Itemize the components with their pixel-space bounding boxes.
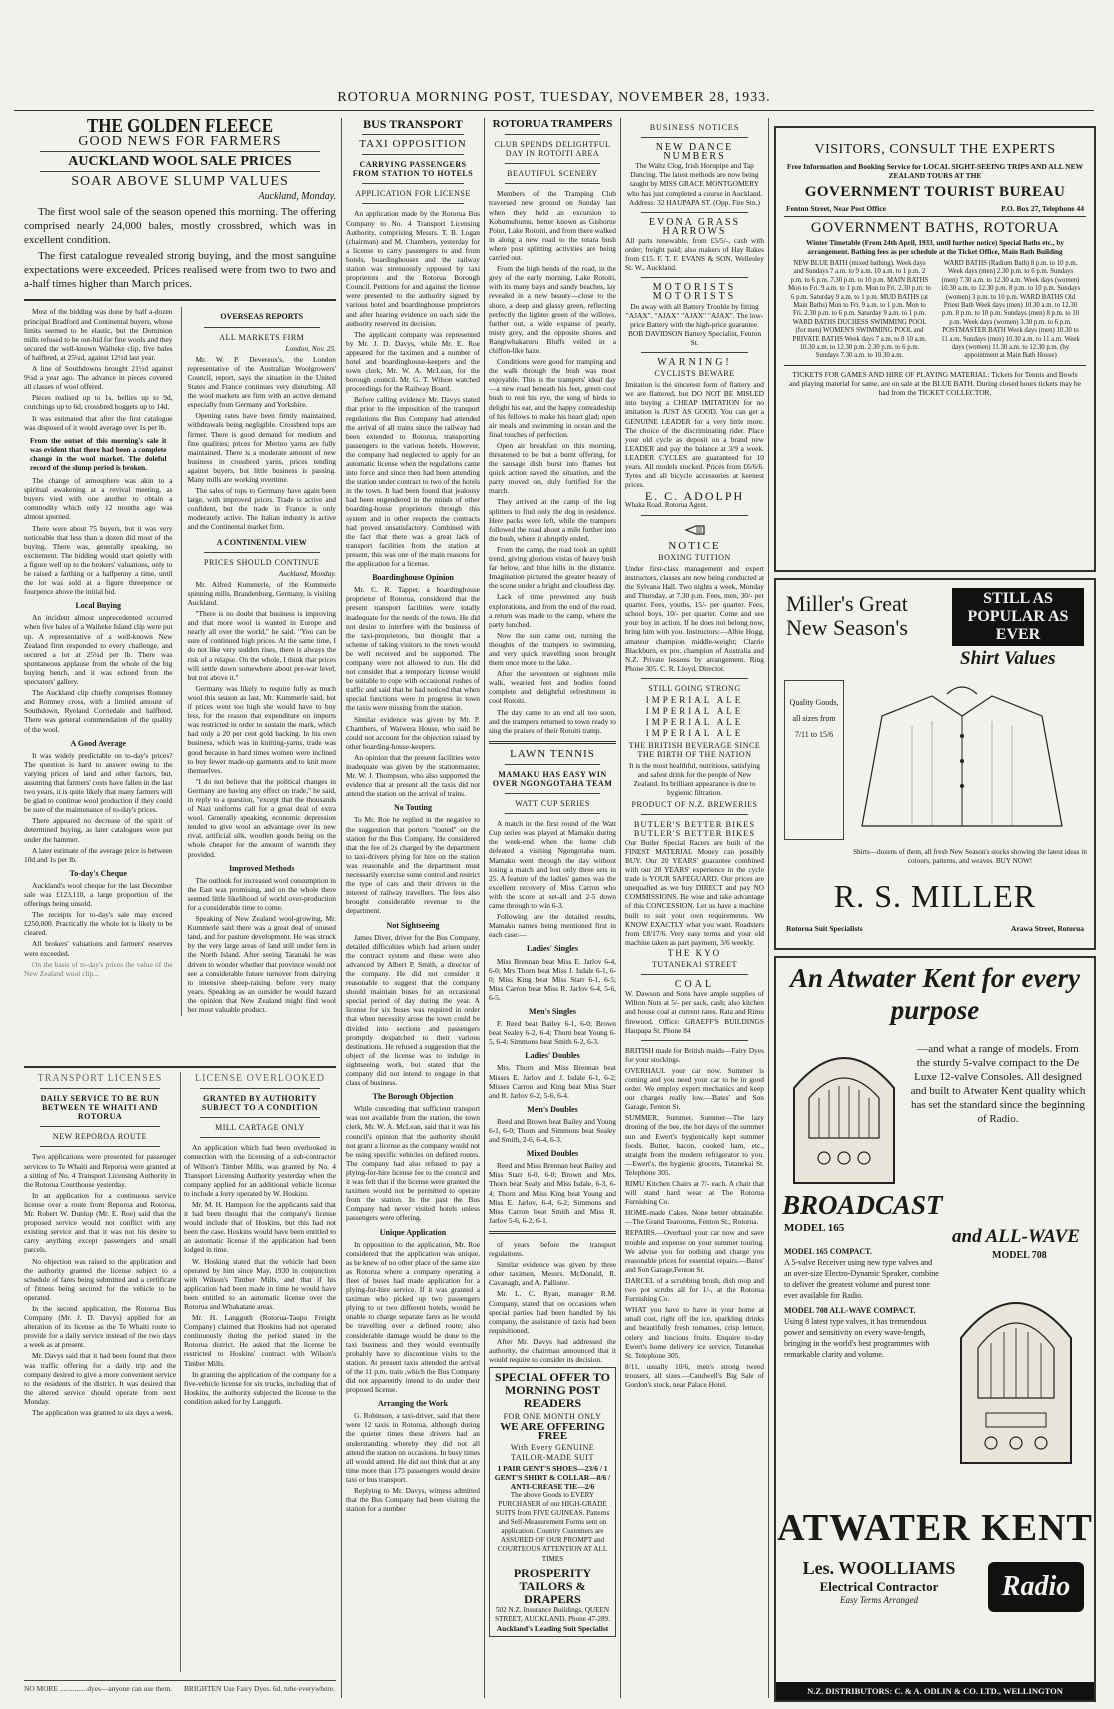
paragraph: Similar evidence was given by three other taximen, Messrs. McDonald, R. Cavanagh, and A. Pallister. <box>489 1260 616 1288</box>
dateline: Auckland, Monday. <box>258 191 336 203</box>
paragraph: An incident almost unprecedented occurred when five bales of a Waiheke Island clip were put up. A representative of a well-known New Zealand firm responded to every challenge, and secured a lot at 25¼d per lb. There was spontaneous applause from the whole of the big buying bench, and it was echoed from the spectators' gallery. <box>24 613 173 687</box>
kyo-name: THE KYO <box>667 947 722 958</box>
paragraph: An application which had been overlooked in connection with the licensing of a sub-contractor of Wilson's Timber Mills, was granted by No. 4 Transport Licensing Authority yesterday when the company applied for an additional vehicle license to include a lorry operated by W. Hoskins. <box>184 1143 336 1198</box>
paragraph: In opposition to the application, Mr. Roe considered that the application was unique, as he knew of no other place of the same size as Rotorua where a company operating a fleet of buses had made application for a plying-for-hire service. If it was granted a taximan who picked up two passengers plying to or two different hotels, would be unable to charge separate fares as he would be travelling over a defined route; also considerable damage would be done to the taxi business and they would eventually probably have to discontinue visits to the station. At present taxis attended the arrival of the 11 p.m. train ,which the Bus Company did not apparently intend to do under their proposed license. <box>346 1239 480 1395</box>
trampers-column <box>489 118 616 1698</box>
article-deck: CARRYING PASSENGERS FROM STATION TO HOTELS <box>352 160 474 179</box>
column-rule <box>484 118 485 1698</box>
allwave-label: and ALL-WAVE <box>952 1226 1080 1247</box>
golden-fleece-article <box>24 118 336 1058</box>
article-deck: BEAUTIFUL SCENERY <box>507 169 598 179</box>
paragraph: Most of the bidding was done by half a-dozen principal Bradford and Continental buyers, whose limits seemed to be elastic, but the Dominion mills refused to be out-bid for fine wools and they secured the well-known Waiheke clip, five bales of halfbred, at 25¼d, against 12½d last year. <box>24 307 173 362</box>
paragraph: Members of the Tramping Club traversed new ground on Sunday last when they held an excursion to Kohumuhumu, better known as Gisborne Point, Lake Rotoiti, and from there walked in along a new road to the totara bush where post splitting activities are being carried out. <box>489 189 616 263</box>
paragraph: Pieces realised up to 1s, bellies up to 9d, crutchings up to 6d, crossbred hoggets up to 14d. <box>24 393 173 412</box>
special-offer-ad <box>489 1367 616 1637</box>
section-heading: No Touting <box>393 803 433 813</box>
paragraph: W. Hosking stated that the vehicle had been operated by him since May, 1930 in conjunction with Wilson's Timber Mills, and that if his application had been made in time he would have been entitled to an automatic license over the Rotorua and Whakatane areas. <box>184 1256 336 1311</box>
paragraph: The change of atmosphere was akin to a spiritual awakening at a revival meeting, as buyers vied with one another to obtain a commodity which only 12 months ago was almost spurned. <box>24 476 173 522</box>
notice-title: NOTICE <box>668 539 721 552</box>
adolph-name: E. C. ADOLPH <box>644 489 745 504</box>
dealer-name: Les. WOOLLIAMS <box>802 1558 956 1578</box>
offer-address: 502 N.Z. Insurance Buildings, QUEEN STREET, AUCKLAND. Phone 47-289. <box>495 1605 610 1623</box>
divider <box>24 1680 336 1681</box>
paragraph: The applicant company was represented by Mr. J. D. Davys, while Mr. E. Roe appeared for the taximen and a number of hotel and boardinghouse-keepers and the town clerk, Mr. W. A. McLean, for the borough council. Mr. G. T. Wilson watched proceedings for the Railway Board. <box>346 329 480 394</box>
dealer-terms: Easy Terms Arranged <box>839 1595 918 1605</box>
paragraph: Miss Brennan beat Miss E. Jarlov 6-4, 6-0; Mrs Thorn beat Miss J. Isdale 6-1, 6-0; Miss King beat Miss Starr 6-1, 6-5; Miss Carron beat Miss R. Jarlov 6-4, 5-6, 6-5. <box>489 956 616 1002</box>
divider <box>24 1066 336 1068</box>
offer-text: The above Goods to EVERY PURCHASER of our HIGH-GRADE SUITS from FIVE GUINEAS. Patterns and Self-Measurement Forms sent on application. Country Customers are ASSURED OF OUR PROMPT and COURTEOUS ATTENTION AT ALL TIMES <box>495 1490 610 1563</box>
baths-timetable <box>788 260 1082 361</box>
article-deck: SOAR ABOVE SLUMP VALUES <box>71 174 289 190</box>
imperial-ale-line: IMPERIAL ALE <box>645 705 744 716</box>
article-headline: LICENSE OVERLOOKED <box>195 1073 325 1084</box>
broadcast-label: BROADCAST <box>782 1190 943 1220</box>
classified-list <box>625 1046 764 1389</box>
license-overlooked-article <box>184 1072 336 1672</box>
kyo-address: TUTANEKAI STREET <box>652 960 737 970</box>
miller-tag-right: Arawa Street, Rotorua <box>1011 924 1084 933</box>
paragraph: After Mr. Davys had addressed the authority, the chairman announced that it would require to consider its decision. <box>489 1336 616 1365</box>
section-heading: Men's Singles <box>529 1006 576 1016</box>
article-deck: GOOD NEWS FOR FARMERS <box>78 134 282 150</box>
section-heading: Boardinghouse Opinion <box>372 573 454 583</box>
paragraph: Mr. C. R. Tapper, a boardinghouse proprietor of Rotorua, considered that the present transport facilities were totally inadequate for the needs of the town. He did not desire to interfere with the business of the taxi-proprietors, but thought that a scheme of taking visitors to the town would be well received and be supported. The company were not allowed to run. He did not consider that a temporary license would be suitable to cope with occasional rushes of traffic and said that he had noticed that when special functions were in progress in town the taxis were missing from the station. <box>346 585 480 713</box>
bikes-line: BUTLER'S BETTER BIKES <box>633 818 756 829</box>
model-165-text: A 5-valve Receiver using new type valves and an over-size Electro-Dynamic Speaker, combine to deliver the greatest volume and purest tone ever available for Radio. <box>784 1258 939 1300</box>
classified-item: DARCEL of a scrubbing brush, dish mop and two pot scrubs all for 1/-, at the Rotorua Furnishing Co. <box>625 1275 764 1304</box>
overseas-reports: OVERSEAS REPORTS ALL MARKETS FIRM London, Nov. 25. Mr. W. P. Devereux's, the London representative of the Australian Woolgrowers' Council, report, says the situation in the United States and France continues very disturbing. All the wool markets are firm with an active demand especially from Germany and Yorkshire. Opening rates have been firmly maintained, withdrawals being negligible. Crossbred tops are firmer. There is good demand for medium and fine qualities; prices for Merino yarns are fully maintained. There is a moderate amount of new business in crossbred yarns, prices tending against buyers, but little business is passing. Many mills are working overtime. The sales of tops to Germany have again been large, with improved prices. Trade is active and confident, but the trade in France is only moderately active. The Italian industry is active and the Continental market firm. A CONTINENTAL VIEW PRICES SHOULD CONTINUE Auckland, Monday. Mr. Alfred Kummerle, of the Kummerle spinning mills, Brandenburg, Germany, is visiting Auckland. "There is no doubt that business is improving and that more wool is wanted in Europe and nearly all over the world," he said. "You can be sure of continued high prices. At the same time, I do not like very sudden rises, there is always the risk of a relapse. On the whole, I think that prices will settle down somewhere about pre-war level, but not above it." Germany was likely to require fully as much wool this season as last, Mr. Kummerle said, but if prices went too high she would have to buy less, for the reason that expenditure on imports was restricted in order to sustain the mark, which had only a 20 per cent gold backing. In his own business, which was in knitting-yarns, trade was good because in hard times women were inclined to buy fewer made-up garments and to knit more themselves. "I do not believe that the political changes in Germany are having any effect on trade," he said, in reply to a question, "except that the thousands of Nazi uniforms call for a great deal of extra wool. Generally speaking, economic depression tended to give wool an advantage over its new rival, artificial silk, woollen goods being on the whole cheaper for the amount of warmth they provided. Improved Methods The outlook for increased wool consumption in the East was promising, and on the whole there seemed little likelihood of world over-production for a considerable time to come. Speaking of New Zealand wool-growing, Mr. Kummerle said there was a great deal of unused land, and for pasture development. He was struck by the very large areas of land still under fern in the North Island. After seeing Taranaki he was driven to wonder whether that province would not see a considerable future turnover from dairying to intensive sheep-raising before very many years. Speaking as an outsider he would hazard the opinion that New Zealand might find wool her most valuable product. <box>181 307 337 1016</box>
paragraph: Mr. H. Langguth (Rotorua-Taupo Freight Company) claimed that Hoskins had not operated continuously during the period stated in the Rotorua district. He asked that the license be restricted to Hoskins' contract with Wilson's Timber Mills. <box>184 1313 336 1368</box>
bureau-address-right: P.O. Box 27, Telephone 44 <box>1001 204 1084 213</box>
motorists-title: MOTORISTS MOTORISTS <box>652 282 737 303</box>
paragraph: From the camp, the road took an uphill trend, giving glorious vistas of heavy bush far below, and blue hills in the distance. Imagination pictured the greater beauty of the scene under a bright and cloudless day. <box>489 544 616 591</box>
paragraph: Before calling evidence Mr. Davys stated that prior to the imposition of the transport regulations the Bus Company had attended the arrival of all trains since the railway had been extended to Rotorua, transporting passengers to the various hotels. However, the company had neglected to apply for an automatic license when the regulations came into force and since then had been attending the station under contract to two of the hotels in the town. It had been found that jealousy had been engendered in the minds of other boarding-house proprietors through this system and in other respects the contracts had proved unsatisfactory. Combined with the fact that there was a great lack of transport facilities from the station at present, this was one of the main reasons for the application for a license. <box>346 395 480 569</box>
miller-brand: R. S. MILLER <box>833 878 1037 914</box>
article-deck: NEW REPOROA ROUTE <box>52 1132 148 1142</box>
masthead: ROTORUA MORNING POST, TUESDAY, NOVEMBER 28, 1933. <box>337 90 771 105</box>
bikes-heading <box>625 820 764 838</box>
notice-block <box>625 521 764 550</box>
paragraph: An application made by the Rotorua Bus Company to No. 4 Transport Licensing Authority, comprising Messrs. T. B. Logan (chairman) and M. Chambers, yesterday for a license to carry passengers to and from hotels, boardinghouses and the railway station was strenuously opposed by taxi proprietors and the Rotorua Borough Council. Petitions for and against the license were presented to the authority signed by various hotel and boardinghouse proprietors and after hearing evidence on each side the authority reserved its decision. <box>346 209 480 328</box>
paragraph: In the second application, the Rotorua Bus Company (Mr. J. D. Davys) applied for an alteration of its license as the Te Whaiti route to provide for a daily service instead of the two days a week as at present. <box>24 1303 176 1350</box>
article-headline: BUS TRANSPORT <box>363 118 463 131</box>
visitors-heading: VISITORS, CONSULT THE EXPERTS <box>814 142 1056 157</box>
article-headline: TRANSPORT LICENSES <box>37 1073 163 1084</box>
classified-item: SUMMER, Summer, Summer—The lazy droning of the bee, the hot days of the summer sun and Ewert's hygienically kept summer foods. Butter, bacon, cooked ham, etc., straight from the modern refrigerator to you. —Ewert's, the hygienic grocers, Tutanekai St. Telephone 305. <box>625 1113 764 1177</box>
footer-mid: BRIGHTEN Use Fairy Dyes. 6d. tube everywhere. <box>184 1684 335 1693</box>
section-heading: A Good Average <box>70 738 126 748</box>
paragraph: There were about 75 buyers, but it was very noticeable that less than a dozen did most of the buying. There was, generally speaking, no excitement. The bidding would start quietly with a figure well up to the brokers' valuations, only to be raised a farthing or a halfpenny a time, until the lot was sold at a figure threepence or fourpence above the initial bid. <box>24 523 173 597</box>
warning-sub: CYCLISTS BEWARE <box>654 369 735 379</box>
paragraph: Conditions were good for tramping and the walk through the bush was most enjoyable. This is the trampers' ideal day—a new road beneath his feet, green cool bush to rest his eye, the song of birds to delight his ear, and the happy comradeship of his fellows to make his heart glad; open air meals and swimming in ocean and the final touches of perfection. <box>489 357 616 439</box>
adolph-address: Whaka Road. Rotorua Agent. <box>625 501 708 510</box>
paragraph: An opinion that the present facilities were inadequate was given by the stationmaster, Mr. W. J. Thompson, who also supported the evidence that at present all the taxis did not attend the station on the arrival of trains. <box>346 752 480 799</box>
article-deck: AUCKLAND WOOL SALE PRICES <box>68 154 292 170</box>
paragraph: Open air breakfast on this morning, threatened to be but a burnt offering, for the sausage dish burst into flames but quick action saved the situation, and the party moved on, duly fortified for the march. <box>489 440 616 496</box>
paragraph: Two applications were presented for passenger services to Te Whaiti and Reporoa were granted at a sitting of No. 4 Transport Licensing Authority in the Rotorua Courthouse yesterday. <box>24 1152 176 1189</box>
article-deck: MAMAKU HAS EASY WIN OVER NGONGOTAHA TEAM <box>492 769 613 788</box>
pullquote: From the outset of this morning's sale it was evident that there had been a complete change in the wool market. The doleful record of the slump period is broken. <box>30 435 167 472</box>
paragraph: Replying to Mr. Davys, witness admitted that the Bus Company had been visiting the station for a number <box>346 1486 480 1514</box>
paragraph: The day came to an end all too soon, and the trampers returned to town ready to sing the praises of their Rotoiti tramp. <box>489 707 616 735</box>
offer-firm: PROSPERITY TAILORS & DRAPERS <box>513 1565 592 1606</box>
paragraph: G. Robinson, a taxi-driver, said that there were 12 taxis in Rotorua, although during the quieter times these drivers had an understanding whereby they did not all attend the station on occasions. In busy times all would attend. He did not think that at any time more than 175 passengers would desire taxi or bus transport. <box>346 1411 480 1484</box>
paragraph: Auckland's wool cheque for the last December sale was £123,118, a large proportion of the offerings being unsold. <box>24 880 173 909</box>
article-deck: DAILY SERVICE TO BE RUN BETWEEN TE WHAITI AND ROTORUA <box>40 1094 160 1122</box>
paragraph: In an application for a continuous service license over a route from Reporoa and Rotorua, Mr. Robert W. Dunlop (Mr. E. Roe) said that the proposed service would not conflict with any existing service and that it was not his desire to carry anything except passengers and small parcels. <box>24 1190 176 1255</box>
coal-title: COAL <box>674 979 715 991</box>
paragraph: All brokers' valuations and farmers' reserves were exceeded. <box>24 939 173 958</box>
article-deck: MILL CARTAGE ONLY <box>215 1123 305 1133</box>
classified-item: WHAT you have to have in your home at small cost, right off the ice, sparkling drinks and beautifully fresh tomatoes, crisp lettuce, celery and luscious fruits. Enquire to-day Ewert's home delivery ice service, Tutanekai St. Telephone 305. <box>625 1305 764 1360</box>
paragraph: There appeared no decrease of the spirit of determined buying, as later catalogues were put under the hammer. <box>24 816 173 844</box>
model-708-text: Using 8 latest type valves, it has tremendous power and sensitivity on every wave-length, bringing in the world's best programmes with remarkable clarity and volume. <box>784 1317 930 1359</box>
paragraph: Mr. Davys said that it had been found that there was traffic offering for a daily trip and the company desired to give a more convenient service to the residents of the district. It was desired that the altered service should operate from next Monday. <box>24 1351 176 1406</box>
column-rule <box>341 118 342 1698</box>
offer-items: 1 PAIR GENT'S SHOES—23/6 / 1 GENT'S SHIRT & COLLAR—8/6 / ANTI-CREASE TIE—2/6 <box>494 1463 611 1491</box>
paragraph: No objection was raised to the application and the authority granted the license subject to a schedule of fares being submitted and a certificate of fitness being secured for the vehicle to be operated. <box>24 1256 176 1302</box>
beverage-body: It is the most healthful, nutritious, satisfying and safest drink for the people of New Zealand. Its brilliant appearance is due to hygienic filtration. <box>629 761 760 798</box>
paragraph: While conceding that sufficient transport was not available from the station, the town clerk, Mr. W. A. McLean, said that it was his council's opinion that the authority should not grant a license as the company would not be using specific vehicles on defined routes. The company had also refused to pay a plying-for-hire license fee to the council and it was felt that if the license were granted the taximen would not be permitted to operate from the station. In the past the Bus Company had never visited hotels unless passengers were offering. <box>346 1104 480 1223</box>
miller-shirt-values: Shirt Values <box>960 648 1056 669</box>
imperial-ale-line: IMPERIAL ALE <box>645 727 744 738</box>
section-heading: Arranging the Work <box>377 1399 449 1409</box>
paragraph: Mrs. Thorn and Miss Brennan beat Misses E. Jarlov and J. Isdale 6-1, 6-2; Misses Carron and King beat Miss Starr and R. Jarlov 6-2, 5-6, 6-4. <box>489 1063 616 1100</box>
article-deck: GRANTED BY AUTHORITY SUBJECT TO A CONDITION <box>201 1094 319 1113</box>
paragraph: The receipts for to-day's sale may exceed £250,000. Practically the whole lot is likely to be cleared. <box>24 910 173 938</box>
miller-shirts-ad <box>774 578 1096 950</box>
baths-heading: GOVERNMENT BATHS, ROTORUA <box>810 220 1060 236</box>
baths-sub: Winter Timetable (From 24th April, 1933, until further notice) Special Baths etc., by arrangement. Bathing fees as per schedule at the Ticket Office, Main Bath Building <box>806 239 1064 256</box>
article-deck: WATT CUP SERIES <box>515 799 590 809</box>
offer-title: SPECIAL OFFER TO MORNING POST READERS <box>495 1370 610 1411</box>
article-body-left <box>24 307 173 1016</box>
paragraph: F. Reed beat Bailey 6-1, 6-0; Brown beat Sealey 6-2, 6-4; Thorn beat Young 6-5, 6-4; Simmons beat Smith 6-2, 6-3. <box>489 1019 616 1047</box>
column-rule <box>620 118 621 1698</box>
model-165-head: MODEL 165 COMPACT. <box>784 1247 872 1256</box>
broadcast-model: MODEL 165 <box>784 1222 845 1234</box>
miller-heading: Miller's Great New Season's <box>786 591 908 640</box>
model-descriptions <box>784 1246 940 1360</box>
section-heading: Ladies' Singles <box>527 944 578 954</box>
shirt-illustration <box>852 676 1088 846</box>
paragraph: of years before the transport regulations. <box>489 1239 616 1259</box>
paragraph: It was estimated that after the first catalogue was disposed of it would average over 1s per lb. <box>24 413 173 432</box>
bureau-address <box>786 204 1084 213</box>
section-heading: Not Sightseeing <box>386 920 440 930</box>
transport-licenses-article <box>24 1072 176 1672</box>
imperial-ale-line: IMPERIAL ALE <box>645 694 744 705</box>
tickets-notice: TICKETS FOR GAMES AND HIRE OF PLAYING MATERIAL: Tickets for Tennis and Bowls and playing material for same, are on sale at the BLUE BATH. During closed hours tickets may be had from the TICKET COLLECTOR. <box>788 369 1082 397</box>
paragraph: A later estimate of the average price is between 10d and 1s per lb. <box>24 845 173 864</box>
paragraph: From the high bends of the road, in the grey of the early morning, Lake Rotoiti, with its many bays and sandy beaches, lay revealed in a new beauty—close to the shore, a deep and glassy green, reflecting perfectly the lighter green of the willows, further out, a wide expanse of pearly, misty grey, and the opposite shores and Rangiwhakaruru Bluffs veiled in a chiffon-like haze. <box>489 264 616 355</box>
section-heading: Unique Application <box>379 1227 447 1237</box>
paragraph: Mr. M. H. Hampson for the applicants said that it had been thought that the company's license would include that of Hoskins, but this had not been the case. Hoskins would have been entitled to an automatic license if the application had been lodged in time. <box>184 1199 336 1255</box>
paragraph: Reed and Miss Brennan beat Bailey and Miss Starr 6-0, 6-0; Brown and Mrs. Thorn beat Sealy and Miss Isdale, 6-3, 6-4; Thorn and Miss King beat Young and Miss E. Jarlov, 6-4, 6-2; Simmons and Miss Carron beat Smith and Miss R. Jarlov 5-6, 6-2, 6-1. <box>489 1161 616 1225</box>
harrows-title: EVONA GRASS HARROWS <box>648 216 741 237</box>
business-notices-column <box>625 118 764 1698</box>
radio-badge: Radio <box>988 1562 1084 1612</box>
classified-item: 8/11, usually 10/6, men's strong tweed trousers, all sizes.—Candwell's Big Sale of Gordon's stock, near Palace Hotel. <box>625 1361 764 1389</box>
column-rule <box>180 1072 181 1672</box>
imperial-head: STILL GOING STRONG <box>648 683 741 693</box>
bus-transport-article <box>346 118 480 1698</box>
divider <box>24 299 336 301</box>
paragraph: A match in the first round of the Watt Cup series was played at Mamaku during the week-end when the home club defeated a visiting Ngongotaha team. Mamaku went through the day without losing a match and lost only three sets in 25. A feature of the ladies' games was the excellent recovery of Miss Carron who with the score at set-all and 2-5 down came through to win 6-3. <box>489 819 616 911</box>
dance-title: NEW DANCE NUMBERS <box>655 142 734 163</box>
offer-free: WE ARE OFFERING FREE <box>500 1421 605 1443</box>
atwater-kent-brand: ATWATER KENT <box>777 1507 1093 1549</box>
bikes-line: BUTLER'S BETTER BIKES <box>633 827 756 838</box>
miller-tag-left: Rotorua Suit Specialists <box>786 924 863 933</box>
article-headline: LAWN TENNIS <box>510 747 595 760</box>
article-lede <box>24 205 336 291</box>
atwater-description: —and what a range of models. From the sturdy 5-valve compact to the De Luxe 12-valve Consoles. All designed and built to Atwater Kent quality which has set the standard since the beginning of Radio. <box>910 1043 1086 1125</box>
paragraph: In granting the application of the company for a five-vehicle license for six trucks, including that of Hoskins, the authority subjected the license to the condition asked for by Langguth. <box>184 1369 336 1406</box>
bureau-name: GOVERNMENT TOURIST BUREAU <box>804 184 1066 200</box>
beverage-brewery: PRODUCT OF N.Z. BREWERIES <box>631 799 758 809</box>
warning-title: WARNING! <box>657 356 732 368</box>
paragraph: Similar evidence was given by Mr. P. Chambers, of Waiwera House, who said he could not account for the objection raised by other boarding-house-keepers. <box>346 714 480 751</box>
coal-body: W. Dawson and Sons have ample supplies of Wilton Nuts at 5/- per sack, cash; also kitchen and house coal at current rates. Rata and Rimu firewood. Office: GRAEFF'S BUILDINGS Haupapa St. Phone 84 <box>625 989 764 1035</box>
section-heading: Ladies' Doubles <box>525 1051 580 1061</box>
harrows-body: All parts renewable, from £5/5/-, cash with order; freight paid; also makers of Hay Rakes from £15. F. T. F. EVANS & SON, Wellesley St. W., Auckland. <box>625 235 764 273</box>
baths-timetable-right: WARD BATHS (Radium Bath) 8 p.m. to 10 p.m. Week days (men) 2.30 p.m. to 6 p.m. Sundays (men) 7.30 a.m. to 12.30 a.m. Week days (women) 10.30 a.m. to 12.30 p.m. 8 p.m. to 10 p.m. Sundays (women) 3 p.m. to 10 p.m. WARD BATHS Old Priest Bath Week days (men) 10.30 a.m. to 12.30 p.m. 8 p.m. to 10 p.m. Sundays (men) 8 p.m. to 10 p.m. Week days (women) 3.30 p.m. to 6 p.m. POSTMASTER BATH Week days (men) 10.30 to 11 a.m. Sundays (men) 10.30 a.m. to 11 a.m. Week days (women) 11.30 a.m. to 12.30 p.m. (by appointment at Main Bath House) <box>940 260 1081 360</box>
offer-sub: FOR ONE MONTH ONLY <box>503 1412 602 1422</box>
lede-paragraph: The first catalogue revealed strong buying, and the most sanguine expectations were exceeded. Prices realised were from two to two and a-half times higher than March prices. <box>24 250 336 291</box>
divider <box>40 151 320 152</box>
section-heading: BUSINESS NOTICES <box>649 123 740 132</box>
offer-tag: Auckland's Leading Suit Specialist <box>496 1623 609 1633</box>
atwater-kent-ad <box>774 956 1096 1702</box>
section-heading: The Borough Objection <box>372 1092 454 1102</box>
classified-item: OVERHAUL your car now. Summer is coming and you need your car to be in good order. We employ expert mechanics and keep our charges really low.—Bates' and Son Garage, Fenton St. <box>625 1065 764 1112</box>
masthead-rule <box>14 110 1094 111</box>
paragraph: Reed and Brown beat Bailey and Young 6-1, 6-0; Thorn and Simmons beat Sealey and Smith, 2-6, 6-4, 6-3. <box>489 1116 616 1145</box>
dealer-sub: Electrical Contractor <box>819 1579 939 1594</box>
miller-side-box: Quality Goods, all sizes from 7/11 to 15/6 <box>784 680 844 840</box>
atwater-title: An Atwater Kent for every purpose <box>790 963 1080 1025</box>
allwave-radio-illustration <box>946 1268 1086 1468</box>
paragraph: The Auckland clip chiefly comprises Romney and Romney cross, with a limited amount of Southdown, Ryeland Corriedale and halfbred. There was general commendation of the quality of the wool. <box>24 688 173 734</box>
model-708-head: MODEL 708 ALL-WAVE COMPACT. <box>784 1306 916 1315</box>
imperial-ale-list <box>625 695 764 739</box>
paragraph: Following are the detailed results, Mamaku names being mentioned first in each case:— <box>489 912 616 940</box>
pointing-hand-icon <box>684 521 706 539</box>
section-heading: Mixed Doubles <box>526 1149 579 1159</box>
article-deck: APPLICATION FOR LICENSE <box>355 189 471 199</box>
dealer-block <box>784 1558 974 1605</box>
article-deck: TAXI OPPOSITION <box>359 138 467 151</box>
motorists-body: Do away with all Battery Trouble by fitting "AJAX". "AJAX" "AJAX" "AJAX". The low-price Battery with the high-price guarantee. BOB DAVIDSON Battery Specialist, Fenton St. <box>625 301 764 347</box>
article-headline: THE GOLDEN FLEECE <box>86 118 274 137</box>
boxing-title: BOXING TUITION <box>658 552 731 562</box>
classified-item: HOME-made Cakes. None better obtainable.—The Grand Tearooms, Fenton St., Rotorua. <box>625 1208 764 1227</box>
miller-caption: Shirts—dozens of them, all fresh New Season's stocks showing the latest ideas in colours, patterns, and weaves. BUY NOW! <box>853 848 1087 865</box>
classified-item: BRITISH made for British maids—Fairy Dyes for your stockings. <box>625 1045 764 1064</box>
classified-item: RIMU Kitchen Chairs at 7/- each. A chair that will stand hard wear at The Rotorua Furnishing Co. <box>625 1179 764 1207</box>
allwave-model: MODEL 708 <box>992 1250 1047 1261</box>
paragraph: On the basis of to-day's prices the value of the New Zealand wool clip... <box>24 959 173 978</box>
section-heading: Local Buying <box>75 601 122 611</box>
bureau-address-left: Fenton Street, Near Post Office <box>786 204 886 213</box>
bikes-body: Our Butler Special Racers are built of the FINEST MATERIAL Money can possibly BUY. Our 20 YEARS' guarantee combined with our 20 YEARS' experience in the cycle trade is YOUR SAFEGUARD. Our prices are unequalled as we buy DIRECT and pay NO COMMISSIONS. Be wise and take advantage of this CONCESSION. Let us have a machine built to suit your own requirements. We KNOW EXACTLY what you want. Roadsters from £8/17/6. Very easy terms and your old machine taken as part payment, 3/6 weekly. <box>625 837 764 947</box>
section-heading: To-day's Cheque <box>69 868 127 878</box>
warning-body: Imitation is the sincerest form of flattery and we are flattered, but DO NOT BE MISLED into buying a CHEAP IMITATION for no imitation is JUST AS GOOD. You can get a GENUINE LEADER for a very little more. The choice of the discriminating rider. Place your old cycle as deposit on a brand new LEADER and pay the balance at 3/9 a week. LEADER CYCLES are guaranteed for 10 years. All models stocked. Prices from £6/6/6. Tyres and all bicycle accessories at keenest prices. <box>625 380 764 490</box>
divider <box>40 171 320 172</box>
distributors-bar: N.Z. DISTRIBUTORS: C. & A. ODLIN & CO. LTD., WELLINGTON <box>776 1682 1094 1700</box>
offer-with: With Every GENUINE TAILOR-MADE SUIT <box>510 1443 595 1462</box>
baths-timetable-left: NEW BLUE BATH (mixed bathing). Week days and Sundays 7 a.m. to 9 a.m. 10 a.m. to 1 p.m. 2 p.m. to 6 p.m. 7.30 p.m. to 10 p.m. MAIN BATHS Mon to Fri. 9 a.m. to 1 p.m. Mon to Fri. 2.30 p.m. to 6 p.m. Saturday 9 a.m. to 1 p.m. MUD BATHS (at Main Baths) Mon to Fri. 9 a.m. to 1 p.m. Mon to Fri. 2.30 p.m. to 6 p.m. Saturday 9 a.m. to 1 p.m. WARD BATHS DUCHESS SWIMMING POOL (for men) WOMEN'S SWIMMING POOL and PRIVATE BATHS Week days 7 a.m. to 8 10 a.m. 10.30 a.m. to 12.30 p.m. 2.30 p.m. to 6 p.m. Sundays 7.30 a.m. to 10.30 a.m. <box>788 260 931 360</box>
paragraph: Now the sun came out, turning the thoughts of the trampers to swimming, and very quick travelling soon brought them once more to the lake. <box>489 630 616 668</box>
paragraph: Mr. L. C. Ryan, manager R.M. Company, stated that on occasions when special parties had been handled by his company, the assistance of taxis had been requisitioned. <box>489 1289 616 1335</box>
footer-left: NO MORE ...............dyes—anyone can use them. <box>24 1684 172 1693</box>
beverage-tagline: THE BRITISH BEVERAGE SINCE THE BIRTH OF THE NATION <box>628 740 761 760</box>
article-headline: ROTORUA TRAMPERS <box>492 118 613 130</box>
article-deck: CLUB SPENDS DELIGHTFUL DAY IN ROTOITI AREA <box>494 140 611 159</box>
section-heading: Men's Doubles <box>527 1104 578 1114</box>
dance-body: The Waltz Clog, Irish Hornpipe and Tap Dancing. The latest methods are now being taught by MISS GRACE MONTGOMERY who has just completed a course in Auckland. Address: 32 HAUPAPA ST. (Opp. Fire Stn.) <box>626 161 763 207</box>
column-rule <box>768 118 769 1698</box>
tourist-bureau-ad <box>774 126 1096 572</box>
paragraph: After the seventeen or eighteen mile walk, wearied feet and bodies found complete and delightful refreshment in cool Rotoiti. <box>489 669 616 706</box>
radio-cabinet-illustration <box>784 1038 904 1188</box>
classified-item: REPAIRS.—Overhaul your car now and save trouble and expense on your summer touring. We advise you for nothing and charge you reasonable prices for essential repairs.—Bates' and Son Garage,Fenton St. <box>625 1228 764 1274</box>
paragraph: James Diver, driver for the Bus Company, detailed difficulties which had arisen under the contract system and these were also advanced by Albert P. Smith, a director of the company. He did not consider it reasonable to suggest that the company should maintain buses for an occasional special period of day during the year. A license for six buses was required in order that when necessity arose the town could be divided into sections and passengers promptly despatched to their various destinations. He refused a suggestion that the object of the license was to indulge in sightseeing work, but stated that the company did not intend to engage in that class of business. <box>346 932 480 1088</box>
paragraph: To Mr. Roe he replied in the negative to the suggestion that porters "touted" on the station for the Bus Company. He considered that the fee of 2s charged by the department to taxi-drivers plying for hire on the station was reasonable and the department must necessarily exercise some control and restrict the type of cars and their drivers in the interest of railway travellers. The fees also brought considerable revenue to the department. <box>346 815 480 916</box>
lede-paragraph: The first wool sale of the season opened this morning. The offering comprised nearly 24,000 bales, mostly crossbred, which was in excellent condition. <box>24 206 336 247</box>
imperial-ale-line: IMPERIAL ALE <box>645 716 744 727</box>
visitors-sub: Free Information and Booking Service for LOCAL SIGHT-SEEING TRIPS AND ALL NEW ZEALAND TOURS AT THE <box>786 162 1084 180</box>
paragraph: A line of Southdowns brought 21½d against 9¼d a year ago. The advance in pieces covered all classes of wool offered. <box>24 364 173 392</box>
paragraph: Lack of time prevented any bush explorations, and from the end of the road, a return was made to the camp, where the party lunched. <box>489 592 616 629</box>
miller-popular-box: STILL AS POPULAR AS EVER <box>952 588 1084 646</box>
paragraph: They arrived at the camp of the log splitters to find only the dog in residence. Here packs were left, while the trampers followed the road about a mile further into the bush, where it abruptly ended. <box>489 497 616 543</box>
paragraph: It was widely predictable on to-day's prices? The question is hard to answer owing to the varying prices of land and other factors, but, assuming that farmers' costs have fallen in the last two years, it is quite likely that many farmers will be glad to continue wool production if they could be sure of the maintenance of to-day's prices. <box>24 750 173 815</box>
paragraph: The application was granted to six days a week. <box>32 1408 174 1417</box>
boxing-body: Under first-class management and expert instructors, classes are now being conducted at the Sylvana Hall. Two nights a week, Monday and Thursday, at 7.30 p.m. Fees, men, 30/- per quarter. Fees, youths, 15/- per quarter. Fees, school boys, 10/- per quarter. Come and see your boy in action. If he does not belong now, bring him with you. Instructors:—Albie Hogg, amateur champion middle-weight; Clarrie Blackburn, ex pro. champion of Australia and N.Z. Private lessons by arrangement. Ring Phone 305. C. R. Lloyd, Director. <box>625 563 764 673</box>
